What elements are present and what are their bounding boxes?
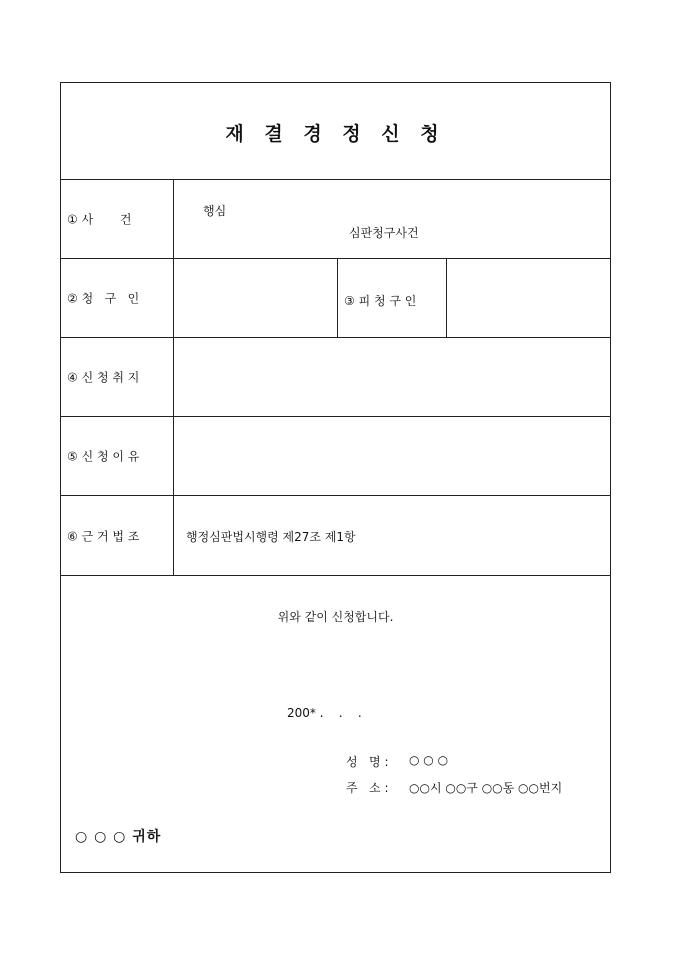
address-value: ○○시 ○○구 ○○동 ○○번지 bbox=[409, 781, 563, 795]
title-row bbox=[61, 83, 610, 180]
form-title: 재 결 경 정 신 청 bbox=[225, 123, 446, 145]
basis-value: 행정심판법시행령 제27조 제1항 bbox=[186, 530, 356, 544]
basis-row bbox=[61, 496, 610, 576]
divider bbox=[446, 259, 447, 337]
purpose-row bbox=[61, 338, 610, 417]
case-label: ① 사 건 bbox=[67, 212, 132, 227]
date-text: 200* . . . bbox=[287, 706, 362, 720]
divider bbox=[337, 259, 338, 337]
respondent-label: ③ 피 청 구 인 bbox=[344, 294, 417, 308]
claimant-label-cell bbox=[61, 259, 174, 337]
reason-label-cell bbox=[61, 417, 174, 495]
case-row bbox=[61, 180, 610, 259]
parties-row bbox=[61, 259, 610, 338]
name-value: ○ ○ ○ bbox=[409, 753, 449, 767]
name-label: 성 명 : bbox=[346, 755, 389, 769]
reason-row bbox=[61, 417, 610, 496]
basis-label-cell bbox=[61, 496, 174, 575]
addressee-text: ○ ○ ○ 귀하 bbox=[75, 829, 162, 845]
reason-label: ⑤ 신 청 이 유 bbox=[67, 449, 140, 464]
declaration-section bbox=[61, 576, 610, 874]
claimant-label: ② 청 구 인 bbox=[67, 291, 140, 306]
basis-label: ⑥ 근 거 법 조 bbox=[67, 529, 140, 543]
petition-form bbox=[60, 82, 611, 873]
case-label-cell bbox=[61, 180, 174, 258]
case-prefix: 행심 bbox=[203, 204, 227, 218]
address-label: 주 소 : bbox=[346, 781, 389, 795]
purpose-label: ④ 신 청 취 지 bbox=[67, 370, 140, 385]
statement-text: 위와 같이 신청합니다. bbox=[277, 610, 394, 624]
purpose-label-cell bbox=[61, 338, 174, 416]
case-suffix: 심판청구사건 bbox=[349, 226, 419, 240]
